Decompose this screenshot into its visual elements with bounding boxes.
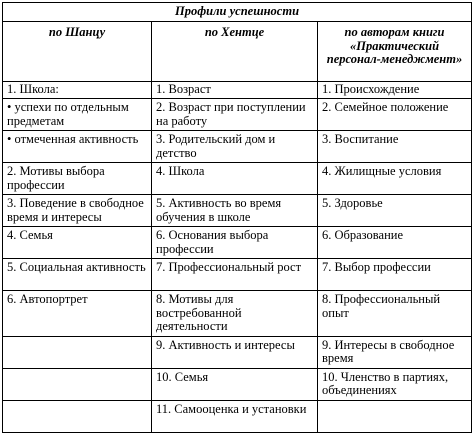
table-cell: 1. Школа: bbox=[3, 82, 152, 99]
table-cell: 2. Семейное положение bbox=[318, 99, 472, 131]
table-body bbox=[3, 82, 472, 433]
table-cell: 8. Мотивы для востребованной деятельности bbox=[152, 291, 318, 337]
column-header-hentze: по Хентце bbox=[152, 22, 318, 82]
table-cell: 3. Воспитание bbox=[318, 131, 472, 163]
table-cell: 5. Активность во время обучения в школе bbox=[152, 195, 318, 227]
table-row bbox=[3, 336, 472, 368]
table-cell: • успехи по отдельным предметам bbox=[3, 99, 152, 131]
table-row bbox=[3, 400, 472, 432]
table-cell: 6. Основания выбора профессии bbox=[152, 227, 318, 259]
table-cell: 4. Жилищные условия bbox=[318, 163, 472, 195]
table-row bbox=[3, 259, 472, 291]
table-cell: 7. Профессиональный рост bbox=[152, 259, 318, 291]
table-cell: 1. Возраст bbox=[152, 82, 318, 99]
table-cell: 6. Образование bbox=[318, 227, 472, 259]
table-cell bbox=[318, 400, 472, 432]
table-row bbox=[3, 195, 472, 227]
table-cell: 11. Самооценка и установки bbox=[152, 400, 318, 432]
table-cell: 10. Членство в партиях, объединениях bbox=[318, 368, 472, 400]
table-cell: 5. Здоровье bbox=[318, 195, 472, 227]
table-cell: 9. Интересы в свободное время bbox=[318, 336, 472, 368]
success-profiles-table bbox=[2, 2, 472, 433]
table-row bbox=[3, 163, 472, 195]
table-row bbox=[3, 291, 472, 337]
table-row bbox=[3, 227, 472, 259]
table-cell: 7. Выбор профессии bbox=[318, 259, 472, 291]
column-header-book-authors: по авторам книги «Практический персонал-менеджмент» bbox=[318, 22, 472, 82]
table-cell bbox=[3, 400, 152, 432]
table-cell: 9. Активность и интересы bbox=[152, 336, 318, 368]
table-row bbox=[3, 368, 472, 400]
table-cell: 1. Происхождение bbox=[318, 82, 472, 99]
table-cell: 2. Возраст при поступлении на работу bbox=[152, 99, 318, 131]
table-cell: 10. Семья bbox=[152, 368, 318, 400]
table-cell: 4. Школа bbox=[152, 163, 318, 195]
table-cell: 4. Семья bbox=[3, 227, 152, 259]
table-cell bbox=[3, 336, 152, 368]
table-cell: 6. Автопортрет bbox=[3, 291, 152, 337]
table-cell: • отмеченная активность bbox=[3, 131, 152, 163]
table-cell: 3. Родительский дом и детство bbox=[152, 131, 318, 163]
table-cell: 3. Поведение в свободное время и интересы bbox=[3, 195, 152, 227]
table-row bbox=[3, 131, 472, 163]
table-cell: 5. Социальная активность bbox=[3, 259, 152, 291]
column-header-shants: по Шанцу bbox=[3, 22, 152, 82]
table-row bbox=[3, 82, 472, 99]
table-row bbox=[3, 99, 472, 131]
table-cell: 8. Профессиональный опыт bbox=[318, 291, 472, 337]
table-cell bbox=[3, 368, 152, 400]
table-title: Профили успешности bbox=[3, 3, 472, 22]
table-cell: 2. Мотивы выбора профессии bbox=[3, 163, 152, 195]
